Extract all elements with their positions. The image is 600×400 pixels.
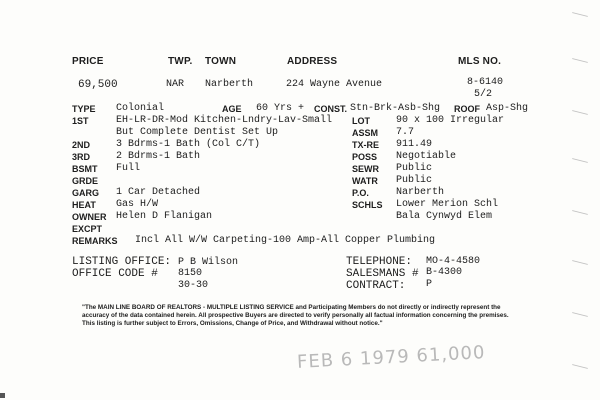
scan-edge-mark bbox=[572, 260, 588, 265]
salesmans-label: SALESMANS # bbox=[346, 268, 419, 280]
disclaimer-notice: "The MAIN LINE BOARD OF REALTORS - MULTIPLE LISTING SERVICE and Participating Members do not directly or indirectly represent the accuracy of the data contained herein. All prospective Buyers are directed to verify personally all factual information concerning the premises. This listing is further subject to Errors, Omissions, Change of Price, and Withdrawal without notice." bbox=[82, 304, 509, 327]
remarks-value: Incl All W/W Carpeting-100 Amp-All Copper Plumbing bbox=[135, 235, 436, 246]
assessment-label: ASSM bbox=[352, 128, 379, 138]
remarks-label: REMARKS bbox=[72, 236, 118, 246]
owner-label: OWNER bbox=[72, 212, 107, 222]
contract-value: P bbox=[426, 279, 433, 290]
office-code-value-2: 30-30 bbox=[178, 280, 209, 291]
listing-office-value: P B Wilson bbox=[178, 257, 239, 268]
lot-value: 90 x 100 Irregular bbox=[396, 115, 505, 126]
type-label: TYPE bbox=[72, 104, 96, 114]
heat-label: HEAT bbox=[72, 200, 96, 210]
listing-office-label: LISTING OFFICE: bbox=[72, 256, 172, 268]
contract-label: CONTRACT: bbox=[346, 280, 406, 292]
date-stamp: FEB 6 1979 61,000 bbox=[296, 342, 486, 373]
office-code-label: OFFICE CODE # bbox=[72, 268, 158, 280]
construction-label: CONST. bbox=[314, 104, 348, 114]
second-floor-label: 2ND bbox=[72, 140, 91, 150]
second-floor-value: 3 Bdrms-1 Bath (Col C/T) bbox=[116, 139, 261, 150]
age-value: 60 Yrs + bbox=[256, 103, 305, 114]
mls-number: 8-6140 bbox=[467, 77, 504, 88]
price-header: PRICE bbox=[72, 56, 104, 67]
first-floor-value-line2: But Complete Dentist Set Up bbox=[116, 127, 279, 138]
price-value: 69,500 bbox=[78, 79, 118, 91]
first-floor-value-line1: EH-LR-DR-Mod Kitchen-Lndry-Lav-Small bbox=[116, 115, 333, 126]
office-code-value-1: 8150 bbox=[178, 268, 203, 279]
third-floor-value: 2 Bdrms-1 Bath bbox=[116, 151, 201, 162]
construction-value: Stn-Brk-Asb-Shg bbox=[350, 103, 441, 114]
schools-label: SCHLS bbox=[352, 200, 383, 210]
roof-label: ROOF bbox=[454, 104, 480, 114]
post-office-value: Narberth bbox=[396, 187, 445, 198]
assessment-value: 7.7 bbox=[396, 127, 415, 138]
scan-edge-mark bbox=[572, 58, 588, 63]
exceptions-label: EXCPT bbox=[72, 224, 103, 234]
owner-value: Helen D Flanigan bbox=[116, 211, 213, 222]
schools-value-line2: Bala Cynwyd Elem bbox=[396, 211, 493, 222]
age-label: AGE bbox=[222, 104, 242, 114]
mls-sub-code: 5/2 bbox=[474, 89, 493, 100]
garage-value: 1 Car Detached bbox=[116, 187, 201, 198]
garage-label: GARG bbox=[72, 188, 99, 198]
sewer-label: SEWR bbox=[352, 164, 379, 174]
scan-edge-mark bbox=[572, 110, 588, 115]
grade-label: GRDE bbox=[72, 176, 99, 186]
scan-edge-mark bbox=[572, 12, 588, 17]
third-floor-label: 3RD bbox=[72, 152, 91, 162]
scan-edge-mark bbox=[572, 158, 588, 163]
post-office-label: P.O. bbox=[352, 188, 369, 198]
heat-value: Gas H/W bbox=[116, 199, 159, 210]
scan-corner-mark bbox=[0, 393, 5, 398]
roof-value: Asp-Shg bbox=[486, 103, 529, 114]
water-label: WATR bbox=[352, 176, 378, 186]
basement-value: Full bbox=[116, 163, 141, 174]
salesmans-value: B-4300 bbox=[426, 267, 463, 278]
schools-value-line1: Lower Merion Schl bbox=[396, 199, 499, 210]
scan-edge-mark bbox=[572, 312, 588, 317]
lot-label: LOT bbox=[352, 116, 370, 126]
twp-value: NAR bbox=[166, 79, 185, 90]
water-value: Public bbox=[396, 175, 433, 186]
tax-re-label: TX-RE bbox=[352, 140, 379, 150]
twp-header: TWP. bbox=[168, 56, 193, 67]
address-header: ADDRESS bbox=[287, 56, 338, 67]
telephone-label: TELEPHONE: bbox=[346, 256, 413, 268]
mls-header: MLS NO. bbox=[458, 56, 502, 67]
basement-label: BSMT bbox=[72, 164, 98, 174]
sewer-value: Public bbox=[396, 163, 433, 174]
possession-value: Negotiable bbox=[396, 151, 457, 162]
possession-label: POSS bbox=[352, 152, 378, 162]
town-value: Narberth bbox=[205, 79, 254, 90]
telephone-value: MO-4-4580 bbox=[426, 256, 481, 267]
scan-edge-mark bbox=[572, 364, 588, 369]
address-value: 224 Wayne Avenue bbox=[286, 79, 383, 90]
type-value: Colonial bbox=[116, 103, 165, 114]
town-header: TOWN bbox=[205, 56, 237, 67]
scan-edge-mark bbox=[572, 210, 588, 215]
tax-re-value: 911.49 bbox=[396, 139, 433, 150]
first-floor-label: 1ST bbox=[72, 116, 89, 126]
